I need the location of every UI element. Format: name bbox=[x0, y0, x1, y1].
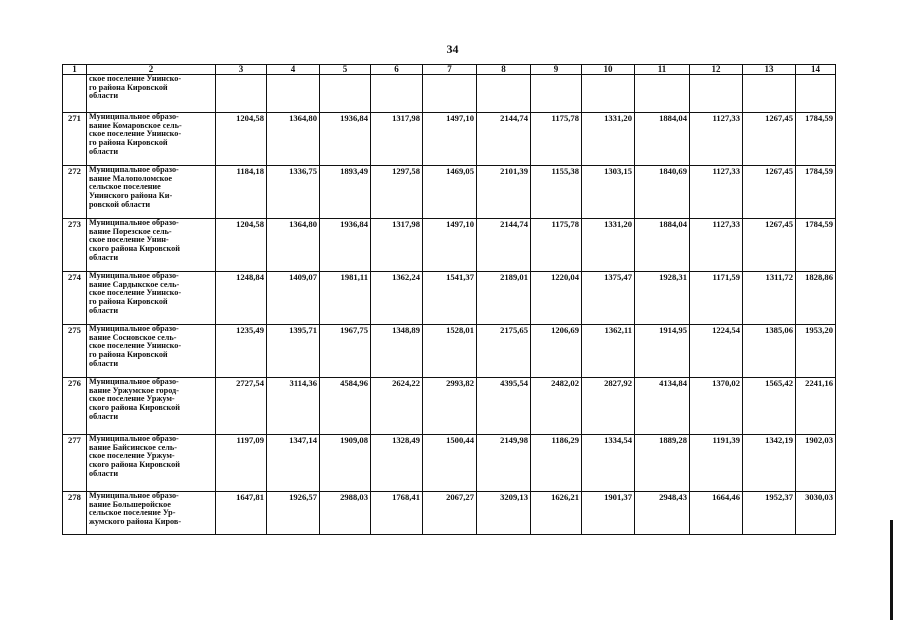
value-cell: 1204,58 bbox=[216, 113, 267, 166]
value-cell: 1204,58 bbox=[216, 219, 267, 272]
value-cell: 3114,36 bbox=[267, 378, 320, 435]
row-name: Муниципальное образо- вание Малополомское сельское поселение Унинского района Ки- ровской области bbox=[87, 166, 216, 219]
value-cell: 2189,01 bbox=[477, 272, 531, 325]
value-cell: 1902,03 bbox=[796, 435, 836, 492]
row-number: 278 bbox=[63, 492, 87, 535]
row-number: 274 bbox=[63, 272, 87, 325]
row-name: Муниципальное образо- вание Порезское сель- ское поселение Унин- ского района Кировской области bbox=[87, 219, 216, 272]
value-cell: 2149,98 bbox=[477, 435, 531, 492]
row-name: Муниципальное образо- вание Комаровское сель- ское поселение Унинско- го района Кировской области bbox=[87, 113, 216, 166]
col-header: 9 bbox=[531, 65, 582, 75]
row-number: 277 bbox=[63, 435, 87, 492]
value-cell: 1317,98 bbox=[371, 219, 423, 272]
table-row-continued bbox=[63, 75, 836, 113]
value-cell: 2988,03 bbox=[320, 492, 371, 535]
row-number: 272 bbox=[63, 166, 87, 219]
col-header: 7 bbox=[423, 65, 477, 75]
value-cell: 1497,10 bbox=[423, 113, 477, 166]
tariff-table bbox=[62, 64, 836, 535]
value-cell: 1784,59 bbox=[796, 113, 836, 166]
value-cell: 2101,39 bbox=[477, 166, 531, 219]
value-cell: 1186,29 bbox=[531, 435, 582, 492]
table-row bbox=[63, 219, 836, 272]
table-row bbox=[63, 325, 836, 378]
value-cell: 1171,59 bbox=[690, 272, 743, 325]
col-header: 8 bbox=[477, 65, 531, 75]
value-cell: 1500,44 bbox=[423, 435, 477, 492]
value-cell: 1928,31 bbox=[635, 272, 690, 325]
value-cell: 1952,37 bbox=[743, 492, 796, 535]
table-row bbox=[63, 113, 836, 166]
value-cell: 1127,33 bbox=[690, 113, 743, 166]
value-cell: 1395,71 bbox=[267, 325, 320, 378]
col-header: 13 bbox=[743, 65, 796, 75]
col-header: 5 bbox=[320, 65, 371, 75]
row-name: Муниципальное образо- вание Уржумское город- ское поселение Уржум- ского района Кировской области bbox=[87, 378, 216, 435]
table-row bbox=[63, 166, 836, 219]
col-header: 4 bbox=[267, 65, 320, 75]
value-cell: 1331,20 bbox=[582, 219, 635, 272]
value-cell: 1175,78 bbox=[531, 219, 582, 272]
value-cell: 2827,92 bbox=[582, 378, 635, 435]
value-cell: 1528,01 bbox=[423, 325, 477, 378]
value-cell: 1364,80 bbox=[267, 219, 320, 272]
col-header: 12 bbox=[690, 65, 743, 75]
value-cell: 1362,24 bbox=[371, 272, 423, 325]
value-cell: 1936,84 bbox=[320, 219, 371, 272]
value-cell: 1784,59 bbox=[796, 219, 836, 272]
value-cell: 1224,54 bbox=[690, 325, 743, 378]
value-cell: 1127,33 bbox=[690, 219, 743, 272]
col-header: 14 bbox=[796, 65, 836, 75]
value-cell: 1184,18 bbox=[216, 166, 267, 219]
value-cell: 1267,45 bbox=[743, 219, 796, 272]
value-cell: 1235,49 bbox=[216, 325, 267, 378]
value-cell: 1884,04 bbox=[635, 219, 690, 272]
row-number: 276 bbox=[63, 378, 87, 435]
value-cell: 1364,80 bbox=[267, 113, 320, 166]
row-number: 271 bbox=[63, 113, 87, 166]
value-cell: 2144,74 bbox=[477, 113, 531, 166]
col-header: 1 bbox=[63, 65, 87, 75]
value-cell: 3030,03 bbox=[796, 492, 836, 535]
value-cell: 1348,89 bbox=[371, 325, 423, 378]
value-cell: 2482,02 bbox=[531, 378, 582, 435]
value-cell: 1334,54 bbox=[582, 435, 635, 492]
value-cell: 1248,84 bbox=[216, 272, 267, 325]
value-cell: 1385,06 bbox=[743, 325, 796, 378]
value-cell: 2993,82 bbox=[423, 378, 477, 435]
value-cell: 1768,41 bbox=[371, 492, 423, 535]
value-cell: 1469,05 bbox=[423, 166, 477, 219]
col-header: 6 bbox=[371, 65, 423, 75]
value-cell: 1267,45 bbox=[743, 166, 796, 219]
margin-bar bbox=[890, 520, 893, 620]
value-cell: 1206,69 bbox=[531, 325, 582, 378]
value-cell: 1647,81 bbox=[216, 492, 267, 535]
row-name: ское поселение Унинско- го района Кировской области bbox=[87, 75, 216, 113]
value-cell: 1784,59 bbox=[796, 166, 836, 219]
value-cell: 1901,37 bbox=[582, 492, 635, 535]
value-cell: 2144,74 bbox=[477, 219, 531, 272]
table-row bbox=[63, 492, 836, 535]
value-cell: 1497,10 bbox=[423, 219, 477, 272]
value-cell: 1893,49 bbox=[320, 166, 371, 219]
value-cell: 1936,84 bbox=[320, 113, 371, 166]
row-name: Муниципальное образо- вание Сардыкское сель- ское поселение Унинско- го района Кировской области bbox=[87, 272, 216, 325]
table-row bbox=[63, 272, 836, 325]
value-cell: 1626,21 bbox=[531, 492, 582, 535]
value-cell: 1220,04 bbox=[531, 272, 582, 325]
value-cell: 1909,08 bbox=[320, 435, 371, 492]
value-cell: 2241,16 bbox=[796, 378, 836, 435]
value-cell: 3209,13 bbox=[477, 492, 531, 535]
value-cell: 1331,20 bbox=[582, 113, 635, 166]
value-cell: 2624,22 bbox=[371, 378, 423, 435]
table-row bbox=[63, 435, 836, 492]
value-cell: 1914,95 bbox=[635, 325, 690, 378]
value-cell: 1409,07 bbox=[267, 272, 320, 325]
value-cell: 1664,46 bbox=[690, 492, 743, 535]
value-cell: 1317,98 bbox=[371, 113, 423, 166]
col-header: 10 bbox=[582, 65, 635, 75]
value-cell: 1191,39 bbox=[690, 435, 743, 492]
value-cell: 2948,43 bbox=[635, 492, 690, 535]
value-cell: 1565,42 bbox=[743, 378, 796, 435]
value-cell: 1926,57 bbox=[267, 492, 320, 535]
value-cell: 4395,54 bbox=[477, 378, 531, 435]
value-cell: 1541,37 bbox=[423, 272, 477, 325]
value-cell: 2727,54 bbox=[216, 378, 267, 435]
header-row bbox=[63, 65, 836, 75]
value-cell: 1297,58 bbox=[371, 166, 423, 219]
value-cell: 1953,20 bbox=[796, 325, 836, 378]
value-cell: 1840,69 bbox=[635, 166, 690, 219]
value-cell: 1328,49 bbox=[371, 435, 423, 492]
page-number: 34 bbox=[446, 42, 459, 56]
value-cell: 1889,28 bbox=[635, 435, 690, 492]
value-cell: 1375,47 bbox=[582, 272, 635, 325]
value-cell: 1155,38 bbox=[531, 166, 582, 219]
value-cell: 1884,04 bbox=[635, 113, 690, 166]
value-cell: 4134,84 bbox=[635, 378, 690, 435]
row-name: Муниципальное образо- вание Большеройское сельское поселение Ур- жумского района Киров- bbox=[87, 492, 216, 535]
row-name: Муниципальное образо- вание Сосновское сель- ское поселение Унинско- го района Кировской области bbox=[87, 325, 216, 378]
value-cell: 1303,15 bbox=[582, 166, 635, 219]
value-cell: 1828,86 bbox=[796, 272, 836, 325]
value-cell: 1362,11 bbox=[582, 325, 635, 378]
value-cell: 2067,27 bbox=[423, 492, 477, 535]
value-cell: 1197,09 bbox=[216, 435, 267, 492]
col-header: 11 bbox=[635, 65, 690, 75]
value-cell: 1981,11 bbox=[320, 272, 371, 325]
value-cell: 1127,33 bbox=[690, 166, 743, 219]
value-cell: 1967,75 bbox=[320, 325, 371, 378]
value-cell: 1342,19 bbox=[743, 435, 796, 492]
row-number: 273 bbox=[63, 219, 87, 272]
value-cell: 1336,75 bbox=[267, 166, 320, 219]
value-cell: 1175,78 bbox=[531, 113, 582, 166]
row-number bbox=[63, 75, 87, 113]
value-cell: 4584,96 bbox=[320, 378, 371, 435]
value-cell: 1370,02 bbox=[690, 378, 743, 435]
col-header: 3 bbox=[216, 65, 267, 75]
value-cell: 1347,14 bbox=[267, 435, 320, 492]
row-number: 275 bbox=[63, 325, 87, 378]
value-cell: 2175,65 bbox=[477, 325, 531, 378]
table-row bbox=[63, 378, 836, 435]
col-header: 2 bbox=[87, 65, 216, 75]
row-name: Муниципальное образо- вание Байсинское сель- ское поселение Уржум- ского района Кировской области bbox=[87, 435, 216, 492]
value-cell: 1267,45 bbox=[743, 113, 796, 166]
value-cell: 1311,72 bbox=[743, 272, 796, 325]
